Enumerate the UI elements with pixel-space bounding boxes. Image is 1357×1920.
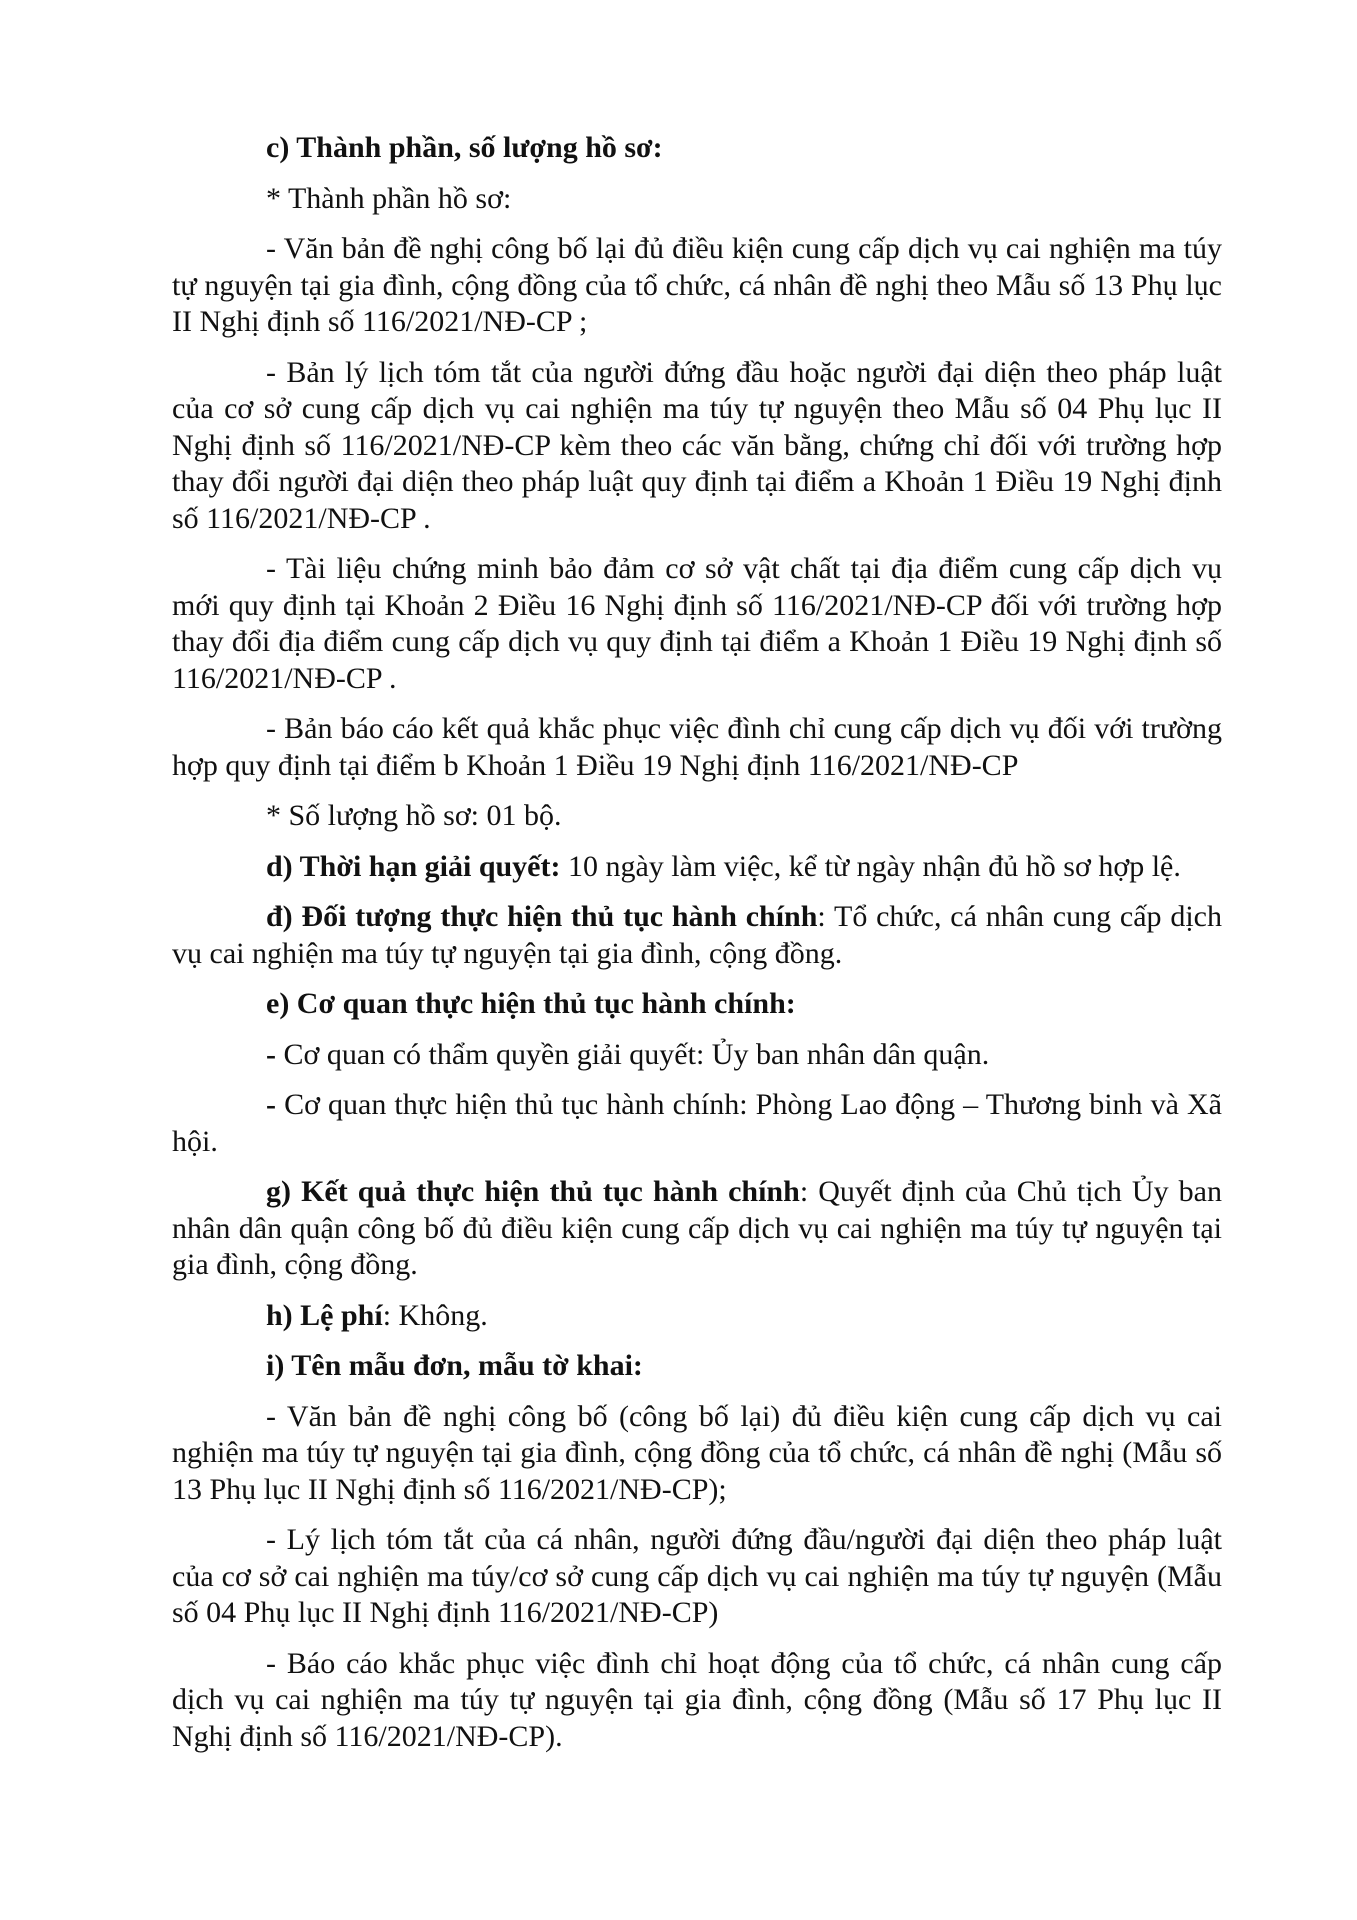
section-i-heading: i) Tên mẫu đơn, mẫu tờ khai: xyxy=(266,1349,643,1382)
form-item-1: - Văn bản đề nghị công bố (công bố lại) đủ điều kiện cung cấp dịch vụ cai nghiện ma túy tự nguyện tại gia đình, cộng đồng của tổ chức, cá nhân đề nghị (Mẫu số 13 Phụ lục II Nghị định số 116/2021/NĐ-CP); xyxy=(172,1399,1222,1506)
section-e-item-2-text: Cơ quan thực hiện thủ tục hành chính: Phòng Lao động – Thương binh và Xã hội. xyxy=(172,1088,1222,1158)
components-label: * Thành phần hồ sơ: xyxy=(266,181,512,215)
section-e-item-1 xyxy=(172,1037,1222,1074)
section-g-label: g) Kết quả thực hiện thủ tục hành chính xyxy=(266,1175,800,1208)
component-item-3: - Tài liệu chứng minh bảo đảm cơ sở vật chất tại địa điểm cung cấp dịch vụ mới quy định tại Khoản 2 Điều 16 Nghị định số 116/2021/NĐ-CP đối với trường hợp thay đổi địa điểm cung cấp dịch vụ quy định tại điểm a Khoản 1 Điều 19 Nghị định số 116/2021/NĐ-CP . xyxy=(172,552,1222,695)
component-item-2: - Bản lý lịch tóm tắt của người đứng đầu hoặc người đại diện theo pháp luật của cơ sở cung cấp dịch vụ cai nghiện ma túy tự nguyện theo Mẫu số 04 Phụ lục II Nghị định số 116/2021/NĐ-CP kèm theo các văn bằng, chứng chỉ đối với trường hợp thay đổi người đại diện theo pháp luật quy định tại điểm a Khoản 1 Điều 19 Nghị định số 116/2021/NĐ-CP . xyxy=(172,355,1222,535)
section-d-label: d) Thời hạn giải quyết: xyxy=(266,849,561,883)
section-dd xyxy=(172,899,1222,972)
section-e-item-2 xyxy=(172,1087,1222,1160)
dash-bullet: - xyxy=(266,1037,276,1071)
quantity-line: * Số lượng hồ sơ: 01 bộ. xyxy=(266,799,562,832)
section-e-heading: e) Cơ quan thực hiện thủ tục hành chính: xyxy=(266,987,796,1020)
section-e-item-1-text: Cơ quan có thẩm quyền giải quyết: Ủy ban nhân dân quận. xyxy=(276,1037,990,1071)
section-d xyxy=(172,849,1222,886)
component-item-1: - Văn bản đề nghị công bố lại đủ điều kiện cung cấp dịch vụ cai nghiện ma túy tự nguyện tại gia đình, cộng đồng của tổ chức, cá nhân đề nghị theo Mẫu số 13 Phụ lục II Nghị định số 116/2021/NĐ-CP ; xyxy=(172,232,1222,338)
section-dd-label: đ) Đối tượng thực hiện thủ tục hành chính xyxy=(266,900,818,933)
document-page xyxy=(172,130,1222,1769)
section-h-label: h) Lệ phí xyxy=(266,1298,383,1332)
section-d-text: 10 ngày làm việc, kể từ ngày nhận đủ hồ sơ hợp lệ. xyxy=(560,849,1181,883)
form-item-3: - Báo cáo khắc phục việc đình chỉ hoạt động của tổ chức, cá nhân cung cấp dịch vụ cai nghiện ma túy tự nguyện tại gia đình, cộng đồng (Mẫu số 17 Phụ lục II Nghị định số 116/2021/NĐ-CP). xyxy=(172,1646,1222,1753)
section-h xyxy=(172,1298,1222,1335)
dash-bullet: - xyxy=(266,1088,276,1121)
section-g xyxy=(172,1174,1222,1284)
form-item-2: - Lý lịch tóm tắt của cá nhân, người đứng đầu/người đại diện theo pháp luật của cơ sở cai nghiện ma túy/cơ sở cung cấp dịch vụ cai nghiện ma túy tự nguyện (Mẫu số 04 Phụ lục II Nghị định 116/2021/NĐ-CP) xyxy=(172,1523,1222,1629)
section-h-text: : Không. xyxy=(382,1298,488,1332)
section-c-heading: c) Thành phần, số lượng hồ sơ: xyxy=(266,131,663,164)
section-dd-text: : Tổ chức, cá nhân cung cấp dịch vụ cai nghiện ma túy tự nguyện tại gia đình, cộng đồng. xyxy=(172,900,1222,970)
component-item-4: - Bản báo cáo kết quả khắc phục việc đình chỉ cung cấp dịch vụ đối với trường hợp quy định tại điểm b Khoản 1 Điều 19 Nghị định 116/2021/NĐ-CP xyxy=(172,712,1222,782)
section-g-text: : Quyết định của Chủ tịch Ủy ban nhân dân quận công bố đủ điều kiện cung cấp dịch vụ cai nghiện ma túy tự nguyện tại gia đình, cộng đồng. xyxy=(172,1175,1223,1281)
